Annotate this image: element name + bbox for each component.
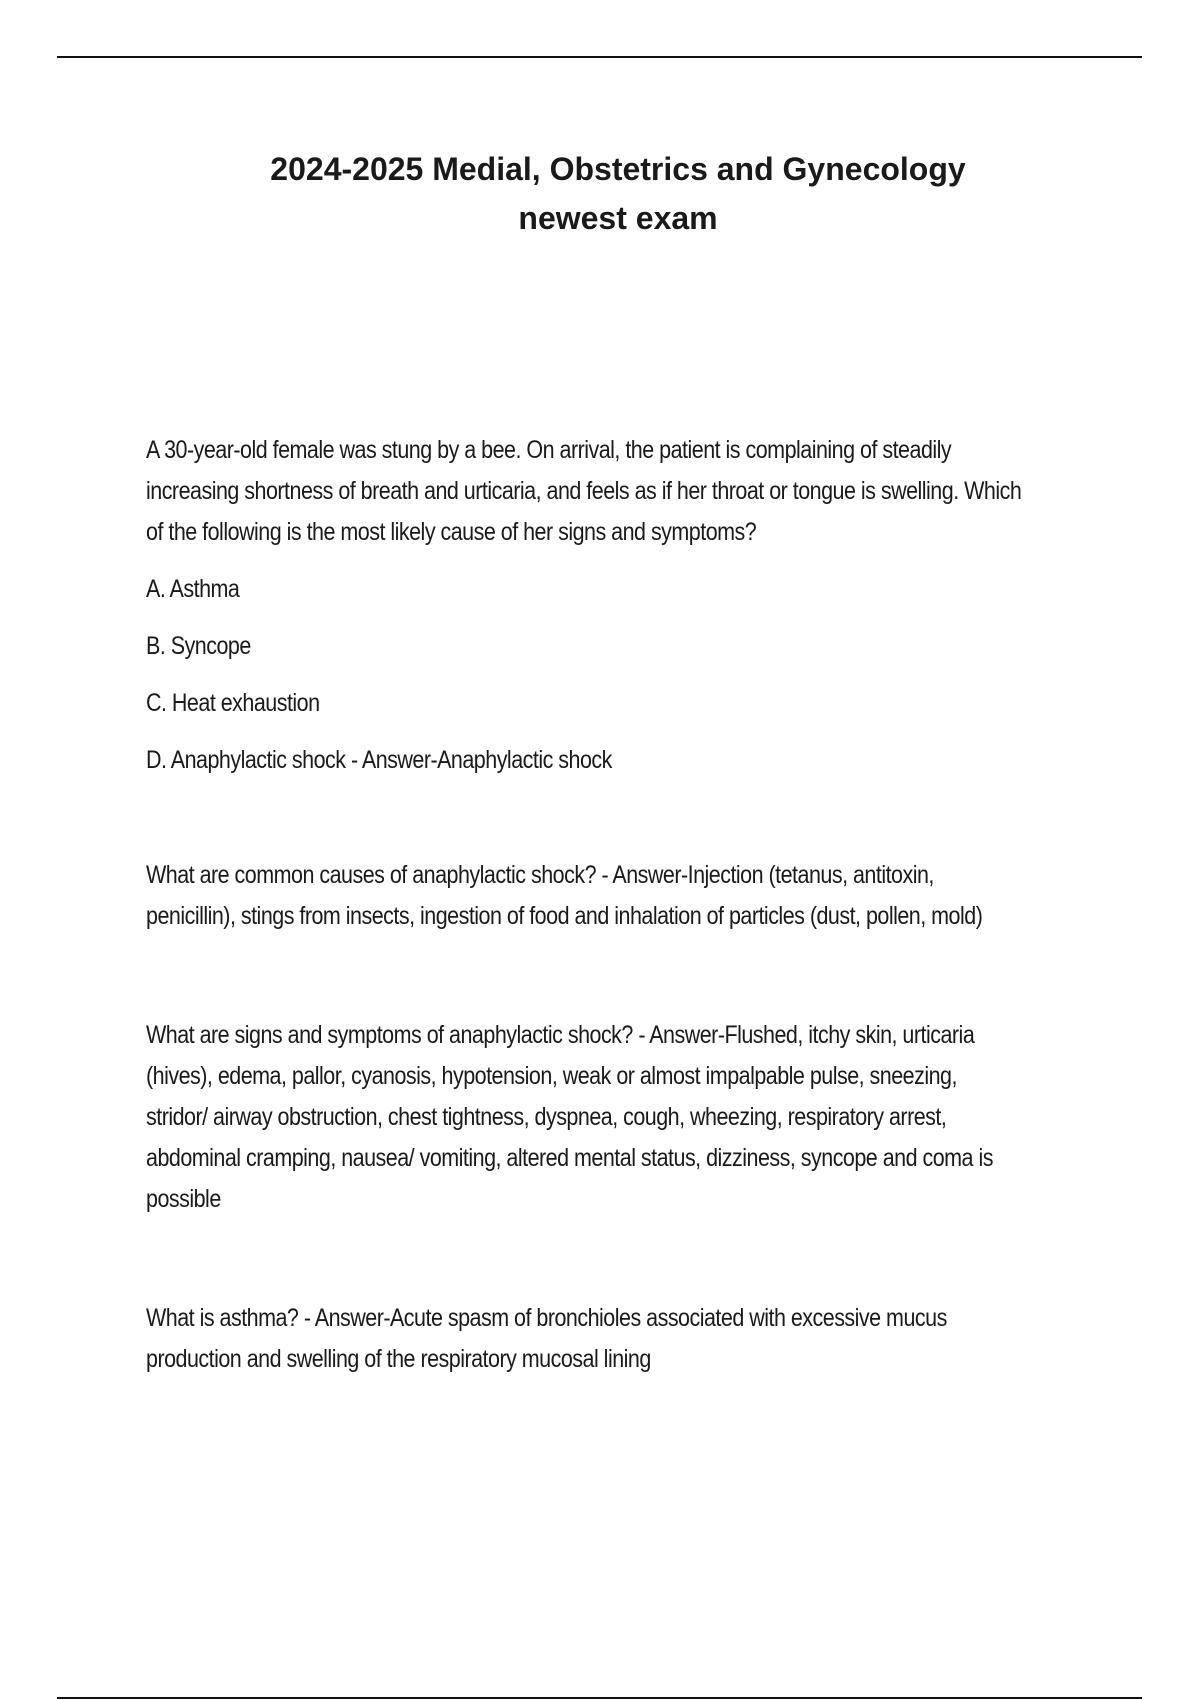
document-body (146, 430, 1022, 1380)
page-title (0, 145, 1200, 243)
qa-item-asthma: What is asthma? - Answer-Acute spasm of bronchioles associated with excessive mucus production and swelling of the respiratory mucosal lining (146, 1304, 947, 1373)
qa-item-causes: What are common causes of anaphylactic shock? - Answer-Injection (tetanus, antitoxin, penicillin), stings from insects, ingestion of food and inhalation of particles (dust, pollen, mold) (146, 861, 983, 930)
mcq-question: A 30-year-old female was stung by a bee. On arrival, the patient is complaining of steadily increasing shortness of breath and urticaria, and feels as if her throat or tongue is swelling. Which of the following is the most likely cause of her signs and symptoms? (146, 436, 1022, 546)
top-rule (57, 56, 1142, 58)
mcq-option-d: D. Anaphylactic shock - Answer-Anaphylactic shock (146, 746, 612, 774)
title-line-1: 2024-2025 Medial, Obstetrics and Gynecology (270, 151, 966, 187)
bottom-rule (57, 1697, 1142, 1699)
mcq-option-c: C. Heat exhaustion (146, 689, 320, 717)
mcq-option-a: A. Asthma (146, 575, 240, 603)
qa-item-signs-symptoms: What are signs and symptoms of anaphylactic shock? - Answer-Flushed, itchy skin, urticaria (hives), edema, pallor, cyanosis, hypotension, weak or almost impalpable pulse, sneezing, stridor/ airway obstruction, chest tightness, dyspnea, cough, wheezing, respiratory arrest, abdominal cramping, nausea/ vomiting, altered mental status, dizziness, syncope and coma is possible (146, 1021, 993, 1213)
mcq-option-b: B. Syncope (146, 632, 251, 660)
title-line-2: newest exam (518, 200, 718, 236)
